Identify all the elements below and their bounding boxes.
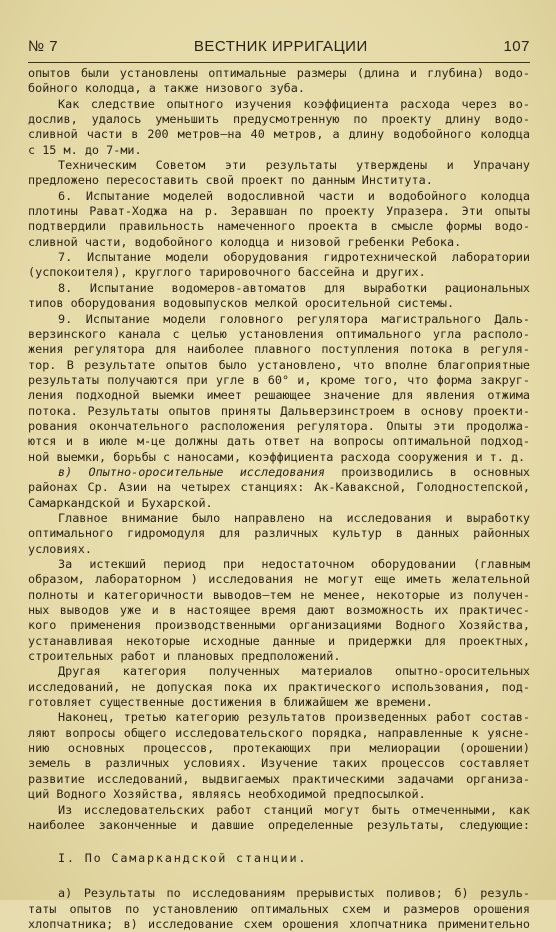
- text-line: Из исследовательских работ станций могут быть отмеченными, как: [58, 802, 530, 817]
- text-line: рования окончательного расположения регулятора. Опыты эти продолжа-: [28, 418, 530, 433]
- text-line: ных выводов уже и в настоящее время дают возможность их практичес-: [28, 603, 530, 618]
- text-line: исследований, не допуская пока их практического использования, под-: [28, 679, 530, 694]
- text-line: ются и в июле м-це должны дать ответ на вопросы оптимальной подход-: [28, 434, 530, 449]
- text-line: Другая категория полученных материалов опытно-оросительных: [58, 664, 530, 679]
- text-line: таты опытов по установлению оптимальных схем и размеров орошения: [28, 901, 530, 916]
- text-line: типов оборудования водовыпусков мелкой оросительной системы.: [28, 296, 455, 311]
- article-body: [28, 66, 530, 932]
- text-line: в) Опытно-оросительные исследования производились в основных: [58, 464, 530, 479]
- text-line: опытов были установлены оптимальные размеры (длина и глубина) водо-: [28, 66, 530, 80]
- section-heading: I. По Самаркандской станции.: [58, 851, 308, 866]
- text-line: наиболее законченные и давшие определенные результаты, следующие:: [28, 817, 530, 832]
- text-line: развитие исследований, выдвигаемых практическими задачами организа-: [28, 771, 530, 786]
- italic-phrase: в) Опытно-оросительные исследования: [58, 464, 325, 479]
- running-header: [28, 38, 530, 58]
- text-line: 9. Испытание модели головного регулятора магистрального Даль-: [58, 311, 530, 326]
- issue-number: № 7: [28, 38, 59, 55]
- text-line: с 15 м. до 7-ми.: [28, 142, 142, 157]
- text-line: ления подходной выемки имеет решающее значение для явления отжима: [28, 388, 530, 403]
- text-line: Как следствие опытного изучения коэффициента расхода через во-: [58, 96, 530, 111]
- journal-title: ВЕСТНИК ИРРИГАЦИИ: [193, 38, 368, 55]
- text-line: предложено пересоставить свой проект по данным Института.: [28, 173, 433, 188]
- text-line: готовляет существенные достижения в ближайшем же времени.: [28, 695, 433, 710]
- text-line: ляют вопросы общего исследовательского порядка, направленные к уясне-: [28, 725, 530, 740]
- main-text: [28, 66, 530, 833]
- text-line: результаты получаются при угле в 60° и, кроме того, что форма закруг-: [28, 372, 530, 387]
- text-line: кого применения производственными организациями Водного Хозяйства,: [28, 618, 530, 633]
- text-line: 8. Испытание водомеров-автоматов для выработки рациональных: [58, 280, 530, 295]
- text-line: устанавливая некоторые исходные данные и придержки для проектных,: [28, 633, 530, 648]
- text-line: 6. Испытание моделей водосливной части и водобойного колодца: [58, 188, 530, 203]
- header-rule: [28, 62, 530, 63]
- text-line: хлопчатника; в) исследование схем орошения хлопчатника применительно: [28, 916, 530, 931]
- text-line: районах Ср. Азии на четырех станциях: Ак-Каваксной, Голодностепской,: [28, 480, 530, 495]
- text-line: подтвердили правильность намеченного проекта в смысле формы водо-: [28, 219, 530, 234]
- text-line: а) Результаты по исследованиям прерывистых поливов; б) резуль-: [58, 886, 530, 901]
- text-line: строительных работ и плановых предположений.: [28, 649, 341, 664]
- text-line: оптимального гидромодуля для различных культур в данных районных: [28, 526, 530, 541]
- text-line: тор. В результате опытов было установлено, что вполне благоприятные: [28, 357, 530, 372]
- text-line: За истекший период при недостаточном оборудовании (главным: [58, 557, 530, 571]
- text-line: (успокоителя), круглого тарировочного бассейна и других.: [28, 265, 426, 280]
- text-line: ций Водного Хозяйства, являясь необходимой предпосылкой.: [28, 787, 426, 802]
- section-gap-bottom: [28, 868, 530, 886]
- text-line: образом, лабораторном ) исследования не могут еще иметь желательной: [28, 572, 530, 587]
- text-line: верзинского канала с целью установления оптимального угла располо-: [28, 326, 530, 341]
- text-line: жения регулятора для наиболее плавного поступления потока в регуля-: [28, 342, 530, 357]
- text-line: сливной части, водобойного колодца и низовой гребенки Ребока.: [28, 234, 462, 249]
- text-line: плотины Рават-Ходжа на р. Зеравшан по проекту Упразера. Эти опыты: [28, 204, 530, 219]
- text-line: сливной части в 200 метров—на 40 метров, а длину водобойного колодца: [28, 127, 530, 142]
- text-line: Главное внимание было направлено на исследования и выработку: [58, 510, 530, 525]
- text-line: ной выемки, борьбы с наносами, коэффициента расхода сооружения и т. д.: [28, 449, 526, 464]
- text-line: дослив, удалось уменьшить предусмотренную по проекту длину водо-: [28, 112, 530, 127]
- text-line: Техническим Советом эти результаты утверждены и Упрачану: [58, 158, 530, 173]
- text-line: земель в различных условиях. Изучение таких процессов составляет: [28, 756, 530, 771]
- section-gap-top: [28, 833, 530, 851]
- text-line: 7. Испытание модели оборудования гидротехнической лаборатории: [58, 250, 530, 265]
- text-line: нию основных процессов, протекающих при мелиорации (орошении): [28, 741, 530, 756]
- section-text: [28, 886, 530, 932]
- text-line: Самаркандской и Бухарской.: [28, 495, 213, 510]
- page-number: 107: [503, 38, 530, 55]
- text-line: потока. Результаты опытов приняты Дальверзинстроем в основу проекти-: [28, 403, 530, 418]
- text-line: Наконец, третью категорию результатов произведенных работ состав-: [58, 710, 530, 725]
- text-line: полноты и категоричности выводов—тем не менее, некоторые из получен-: [28, 587, 530, 602]
- text-line: условиях.: [28, 541, 92, 556]
- text-line: бойного колодца, а также низового зуба.: [28, 81, 305, 96]
